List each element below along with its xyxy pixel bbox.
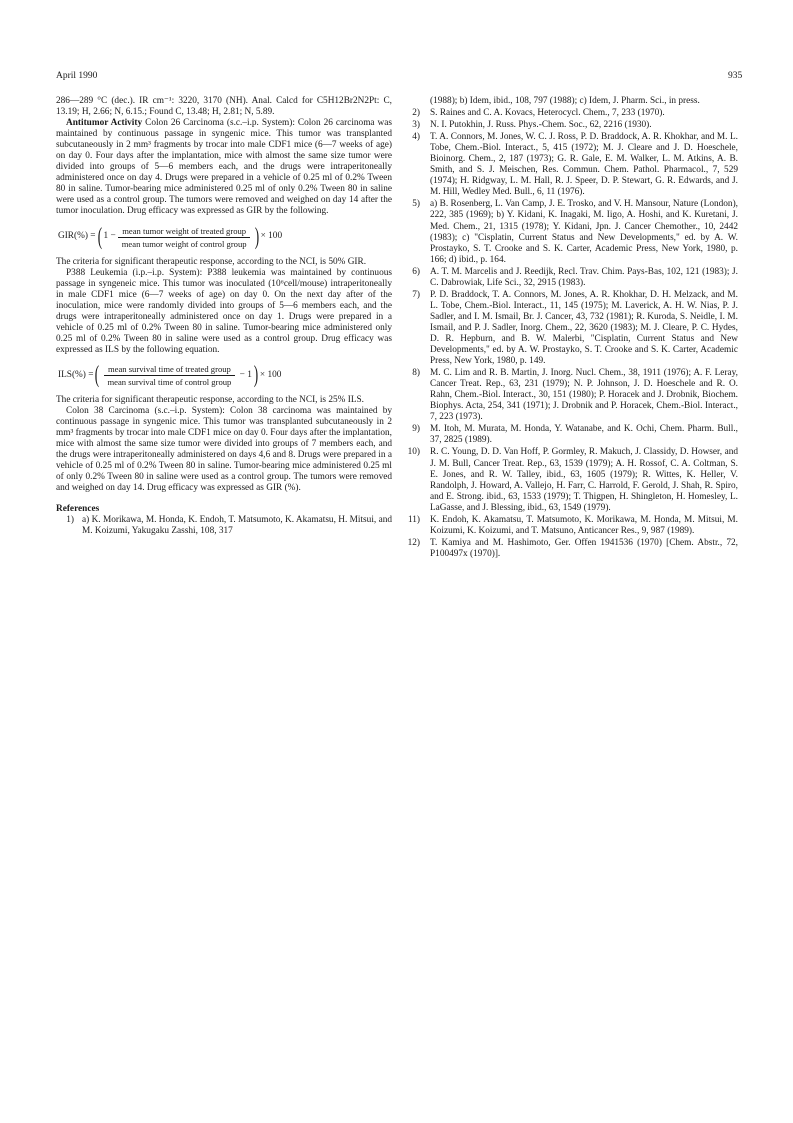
reference-number: 6) xyxy=(412,266,420,277)
reference-number: 9) xyxy=(412,424,420,435)
reference-item xyxy=(404,515,738,537)
reference-item xyxy=(404,290,738,367)
reference-text: a) K. Morikawa, M. Honda, K. Endoh, T. Matsumoto, K. Akamatsu, H. Mitsui, and M. Koizumi, Yakugaku Zasshi, 108, 317 xyxy=(82,515,392,537)
references-heading: References xyxy=(56,504,100,515)
reference-item xyxy=(404,120,738,131)
criteria-gir: The criteria for significant therapeutic response, according to the NCI, is 50% GIR. xyxy=(56,256,367,267)
gir-denominator: mean tumor weight of control group xyxy=(121,238,247,249)
reference-text: R. C. Young, D. D. Van Hoff, P. Gormley, R. Makuch, J. Classidy, D. Howser, and J. M. Bull, Cancer Treat. Rep., 63, 1539 (1979); A. H. Rossof, C. A. Coltman, S. E. Jones, and R. W. Talley, ibid., 63, 1605 (1979); R. Wittes, K. Heller, V. Randolph, J. Howard, A. Vallejo, H. Farr, C. Harrold, F. Gerold, J. Shah, R. Spiro, and E. Strong. ibid., 63, 1533 (1979); T. Thigpen, H. Shingleton, H. Homesley, L. LaGasse, and J. Blessing, ibid., 63, 1549 (1979). xyxy=(430,447,738,513)
reference-number: 1) xyxy=(66,515,74,526)
left-column xyxy=(56,96,392,538)
reference-item xyxy=(404,267,738,289)
ils-numerator: mean survival time of treated group xyxy=(104,364,235,376)
references-list-left xyxy=(56,515,392,537)
reference-number: 4) xyxy=(412,132,420,143)
gir-post: × 100 xyxy=(260,231,283,242)
reference-text: S. Raines and C. A. Kovacs, Heterocycl. Chem., 7, 233 (1970). xyxy=(430,108,665,119)
reference-number: 3) xyxy=(412,120,420,131)
gir-lhs: GIR(%) xyxy=(58,231,88,242)
reference-number xyxy=(404,96,430,107)
colon38-paragraph: Colon 38 Carcinoma (s.c.–i.p. System): Colon 38 carcinoma was maintained by continuous passage in syngenic mice. This tumor was transplanted subcutaneously in 2 mm³ fragments by trocar into male CDF1 mice on day 0. Four days after the implantation, mice with almost the same size tumor were divided into groups of 7 members each, and the drugs were intraperitoneally administered on days 4,6 and 8. Drugs were prepared in a vehicle of 0.25 ml of 0.2% Tween 80 in saline. Tumor-bearing mice administered 0.25 ml of only 0.2% Tween 80 in saline were used as a control group. The tumors were removed and weighed on day 14. Drug efficacy was expressed as GIR (%). xyxy=(56,405,392,494)
reference-number: 11) xyxy=(407,514,420,525)
page-number: 935 xyxy=(728,71,743,81)
ils-equation: ILS(%) = ( $\frac{\text{mean survival time of treated group}}{\text{mean survival time of control group}}$ − 1 ) × 100 xyxy=(58,362,282,389)
running-header-date: April 1990 xyxy=(56,71,98,81)
reference-text: M. C. Lim and R. B. Martin, J. Inorg. Nucl. Chem., 38, 1911 (1976); A. F. Leray, Cancer Treat. Rep., 63, 231 (1979); N. P. Johnson, J. D. Hoeschele and R. O. Rahn, Chem.-Biol. Interact., 30, 151 (1980); P. Horacek and J. Drobnik, Biochem. Biophys. Acta, 254, 341 (1971); J. Drobnik and P. Horacek, Chem.-Biol. Interact., 7, 223 (1973). xyxy=(430,368,738,423)
reference-item xyxy=(404,368,738,423)
antitumor-paragraph xyxy=(56,118,392,217)
reference-number: 8) xyxy=(412,368,420,379)
reference-text: T. Kamiya and M. Hashimoto, Ger. Offen 1941536 (1970) [Chem. Abstr., 72, P100497x (1970)]. xyxy=(430,537,738,559)
criteria-ils: The criteria for significant therapeutic response, according to the NCI, is 25% ILS. xyxy=(56,394,364,405)
reference-item xyxy=(404,132,738,198)
reference-text: P. D. Braddock, T. A. Connors, M. Jones, A. R. Khokhar, D. H. Melzack, and M. L. Tobe, Chem.-Biol. Interact., 11, 145 (1975); M. Laverick, A. H. W. Nias, P. J. Sadler, and I. M. Ismail, Br. J. Cancer, 43, 732 (1981); R. Kuroda, S. Neidle, I. M. Ismail, and P. J. Sadler, Inorg. Chem., 22, 3620 (1983); M. J. Cleare, P. C. Hydes, D. R. Hepburn, and B. W. Malerbi, "Cisplatin, Current Status and New Developments," ed. by A. W. Prostayko, S. T. Crooke and S. K. Carter, Academic Press, New York, 1980, p. 149. xyxy=(430,289,738,367)
p388-paragraph: P388 Leukemia (i.p.–i.p. System): P388 leukemia was maintained by continuous passage in syngeneic mice. This tumor was inoculated (10⁶cell/mouse) intraperitoneally in male CDF1 mice (6—7 weeks of age) on day 0. On the next day after of the inoculation, mice were randomly divided into groups of 5—6 members each, and the drugs were intraperitoneally administered once on day 1. Drugs were prepared in a vehicle of 0.25 ml of 0.2% Tween 80 in saline. Tumor-bearing mice administered only 0.25 ml of 0.2% Tween 80 in saline were used as a control group. Drug efficacy was expressed as ILS by the following equation. xyxy=(56,267,392,355)
gir-numerator: mean tumor weight of treated group xyxy=(118,226,250,238)
reference-item xyxy=(404,96,738,107)
ils-tail: × 100 xyxy=(259,369,282,380)
reference-text: M. Itoh, M. Murata, M. Honda, Y. Watanabe, and K. Ochi, Chem. Pharm. Bull., 37, 2825 (1989). xyxy=(430,424,738,446)
antitumor-heading: Antitumor Activity xyxy=(66,118,143,129)
reference-item xyxy=(404,447,738,513)
colon26-text: Colon 26 Carcinoma (s.c.–i.p. System): Colon 26 carcinoma was maintained by continuous passage in syngenic mice. This tumor was transplanted subcutaneously in 2 mm³ fragments by trocar into male CDF1 mice (6—7 weeks of age) on day 0. Four days after the implantation, mice with almost the same size tumor were divided into groups of 5—6 members each, and the drugs were intraperitoneally administered once on day 4. Drugs were prepared in a vehicle of 0.25 ml of 0.2% Tween 80 in saline. Tumor-bearing mice administered 0.25 ml of only 0.2% Tween 80 in saline were used as a control group. The tumors were removed and weighed on day 14 after the tumor inoculation. Drug efficacy was expressed as GIR by the following. xyxy=(56,118,392,217)
reference-item xyxy=(404,424,738,446)
reference-number: 2) xyxy=(412,108,420,119)
reference-number: 5) xyxy=(412,199,420,210)
reference-item xyxy=(404,538,738,560)
reference-item xyxy=(404,199,738,265)
reference-item xyxy=(404,108,738,119)
analysis-paragraph: 286—289 °C (dec.). IR cm⁻¹: 3220, 3170 (NH). Anal. Calcd for C5H12Br2N2Pt: C, 13.19; H, 2.66; N, 6.15.; Found C, 13.48; H, 2.81; N, 5.89. xyxy=(56,96,392,118)
ils-denominator: mean survival time of control group xyxy=(107,376,232,387)
reference-text: K. Endoh, K. Akamatsu, T. Matsumoto, K. Morikawa, M. Honda, M. Mitsui, M. Koizumi, K. Koizumi, and T. Matsuno, Anticancer Res., 9, 987 (1989). xyxy=(430,514,738,536)
reference-number: 7) xyxy=(412,289,420,300)
reference-text: T. A. Connors, M. Jones, W. C. J. Ross, P. D. Braddock, A. R. Khokhar, and M. L. Tobe, Chem.-Biol. Interact., 5, 415 (1972); M. J. Cleare and J. D. Hoeschele, Bioinorg. Chem., 2, 187 (1973); G. R. Gale, E. M. Walker, L. M. Atkins, A. B. Smith, and S. J. Meischen, Res. Commun. Chem. Pathol. Pharmacol., 7, 529 (1974); H. Ridgway, L. M. Hall, R. J. Speer, D. P. Stewart, G. R. Edwards, and J. M. Hill, Wedley Med. Bull., 6, 11 (1976). xyxy=(430,132,738,198)
ils-lhs: ILS(%) xyxy=(58,369,86,380)
gir-pre: 1 − xyxy=(103,231,116,242)
references-list-right xyxy=(404,96,738,560)
reference-text: (1988); b) Idem, ibid., 108, 797 (1988); c) Idem, J. Pharm. Sci., in press. xyxy=(430,96,700,106)
reference-number: 12) xyxy=(407,537,420,548)
reference-number: 10) xyxy=(407,447,420,458)
gir-equation: GIR(%) = ( 1 − $\frac{\text{mean tumor weight of treated group}}{\text{mean tumor weight of control group}}$ ) × 100 xyxy=(58,224,283,251)
reference-text: N. I. Putokhin, J. Russ. Phys.-Chem. Soc., 62, 2216 (1930). xyxy=(430,120,652,131)
reference-item xyxy=(56,515,392,537)
right-column xyxy=(404,96,738,561)
reference-text: A. T. M. Marcelis and J. Reedijk, Recl. Trav. Chim. Pays-Bas, 102, 121 (1983); J. C. Dabrowiak, Life Sci., 32, 2915 (1983). xyxy=(430,266,738,288)
reference-text: a) B. Rosenberg, L. Van Camp, J. E. Trosko, and V. H. Mansour, Nature (London), 222, 385 (1969); b) Y. Kidani, K. Inagaki, M. Iigo, A. Hoshi, and K. Kuretani, J. Med. Chem., 21, 1315 (1978); Y. Kidani, Jpn. J. Cancer Chemother., 10, 2442 (1983); c) "Cisplatin, Current Status and New Developments," ed. by A. W. Prostayko, S. T. Crooke and S. K. Carter, Academic Press, New York, 1980, p. 166; d) ibid., p. 164. xyxy=(430,199,738,265)
ils-post: − 1 xyxy=(239,369,252,380)
